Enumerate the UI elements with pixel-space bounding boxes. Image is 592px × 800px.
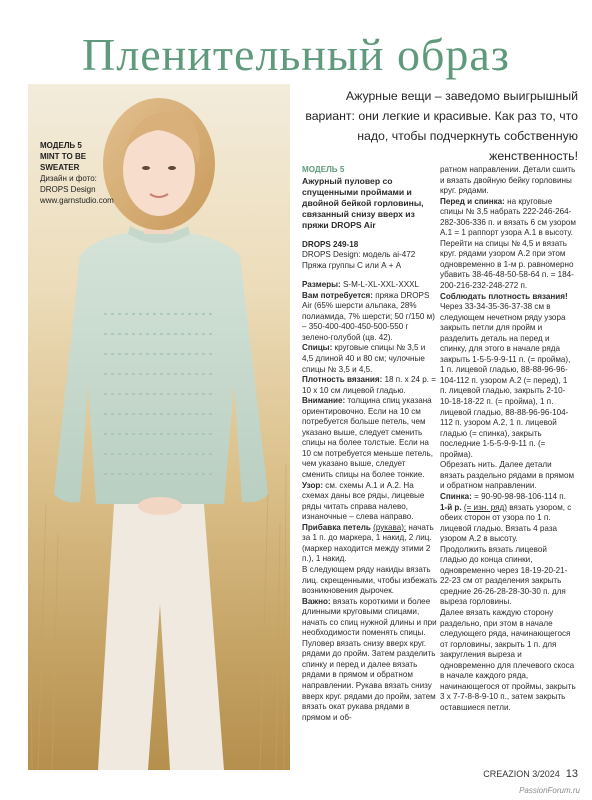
pattern-label: Узор: — [302, 480, 324, 490]
watermark: PassionForum.ru — [519, 786, 580, 795]
yarn-value: пряжа DROPS Air (65% шерсти альпака, 28% полиамида, 7% шерсти; 50 г/150 м) – 350-400-400-450-500-550 г зелено-голубой (цв. 42). — [302, 290, 435, 342]
credit-website: www.garnstudio.com — [40, 196, 114, 205]
needles-paragraph — [302, 343, 438, 375]
construction-paragraph: Пуловер вязать снизу вверх круг. рядами до пройм. Затем разделить спинку и перед и далее вязать рядами в прямом и обратном направлении. Рукава вязать снизу вверх круг. рядами до пройм, затем вязать окат рукава рядами в прямом и об- — [302, 638, 436, 722]
continuation-paragraph: ратном направлении. Детали сшить и вязать двойную бейку горловины круг. рядами. — [440, 165, 576, 196]
pattern-code: DROPS 249-18 — [302, 239, 359, 249]
front-back-label: Перед и спинка: — [440, 196, 505, 206]
gauge-paragraph — [302, 375, 438, 396]
page-number: 13 — [565, 768, 578, 780]
back-value: = 90-90-98-98-106-114 п. — [474, 491, 566, 501]
magazine-issue: CREAZION 3/2024 — [483, 769, 560, 779]
back-paragraph — [440, 492, 576, 503]
shoulder-paragraph: Далее вязать каждую сторону раздельно, при этом в начале следующего ряда, начинающегося от горловины, закрыть 1 п. для закругления выреза и одновременно для плечевого скоса в начале каждого ряда, начинающегося от проймы, закрыть 3 х 7-7-8-8-9-10 п., затем закрыть оставшиеся петли. — [440, 607, 576, 712]
armhole-paragraph: Через 33-34-35-36-37-38 см в следующем нечетном ряду узора закрыть петли для пройм и разделить деталь на перед и спинку, для этого в начале ряда закрыть 1-5-5-9-9-11 п. (= пройма), 1 п. лицевой гладью, 88-88-96-96-104-112 п. узором А.2 (= перед), 1 п. лицевой гладью, закрыть 2-10-10-18-18-22 п. (= пройма), 1 п. лицевой гладью, 88-88-96-96-104-112 п. узором А.2, 1 п. лицевой гладью (= спинка), закрыть последние 1-5-5-9-9-11 п. (= пройма). — [440, 302, 571, 459]
credit-model-number: МОДЕЛЬ 5 — [40, 141, 82, 150]
increase-note: В следующем ряду накиды вязать лиц. скрещенными, чтобы избежать возникновения дырочек. — [302, 564, 438, 596]
increase-value: начать за 1 п. до маркера, 1 накид, 2 лиц. (маркер находится между этими 2 п.), 1 накид. — [302, 522, 434, 564]
pattern-paragraph — [302, 481, 438, 523]
front-back-paragraph — [440, 197, 576, 292]
separate-paragraph: Обрезать нить. Далее детали вязать раздельно рядами в прямом и обратном направлении. — [440, 460, 575, 491]
row1-label: 1-й р. — [440, 502, 462, 512]
attention-value: толщина спиц указана ориентировочно. Если на 10 см потребуется больше петель, чем указано выше, следует сменить спицы на более толстые. Если на 10 см потребуется меньше петель, чем указано выше, следует сменить спицы на более тонкие. — [302, 396, 434, 480]
front-back-value: на круговые спицы № 3,5 набрать 222-246-264-282-306-336 п. и вязать 6 см узором А.1 = 1 раппорт узора А.1 в высоту. Перейти на спицы № 4,5 и вязать круг. рядами узором А.2 при этом одновременно в 1-м р. равномерно убавить 38-46-48-50-58-64 п. = 184-200-216-232-248-272 п. — [440, 196, 576, 291]
credit-design-label: Дизайн и фото: — [40, 174, 97, 183]
yarn-paragraph — [302, 291, 438, 344]
model-heading: Ажурный пуловер со спущенными проймами и двойной бейкой горловины, связанный снизу вверх из пряжи DROPS Air — [302, 175, 424, 230]
sizes-paragraph — [302, 280, 438, 291]
credit-model-name-2: SWEATER — [40, 163, 80, 172]
important-paragraph — [302, 597, 438, 639]
sizes-label: Размеры: — [302, 280, 341, 290]
gauge-label: Плотность вязания: — [302, 375, 383, 385]
increase-label: Прибавка петель — [302, 522, 371, 532]
intro-text: Ажурные вещи – заведомо выигрышный вариант: они легкие и красивые. Как раз то, что надо, чтобы подчеркнуть собственную женственность! — [305, 89, 578, 163]
keep-gauge-note: Соблюдать плотность вязания! — [440, 291, 568, 301]
credit-model-name-1: MINT TO BE — [40, 152, 87, 161]
model-credit — [40, 140, 150, 206]
needles-value: круговые спицы № 3,5 и 4,5 длиной 40 и 80 см; чулочные спицы № 3,5 и 4,5. — [302, 343, 426, 374]
text-column-2 — [440, 165, 576, 780]
needles-label: Спицы: — [302, 343, 333, 353]
increase-paragraph — [302, 523, 438, 565]
credit-designer: DROPS Design — [40, 185, 96, 194]
attention-paragraph — [302, 396, 438, 480]
text-column-1 — [302, 165, 438, 780]
important-value: вязать короткими и более длинными круговыми спицами, начать со спиц нужной длины и при необходимости поменять спицы. — [302, 596, 437, 638]
page-title: Пленительный образ — [82, 29, 510, 80]
row1-value: вязать узором, с обеих сторон от узора по 1 п. лицевой гладью. Вязать 4 раза узором А.2 в высоту. — [440, 502, 572, 544]
pattern-code-desc: DROPS Design: модель ai-472 Пряжа группы С или А + А — [302, 250, 416, 270]
increase-sub: (рукава): — [373, 522, 407, 532]
neckline-paragraph: Продолжить вязать лицевой гладью до конца спинки, одновременно через 18-19-20-21-22-23 см от разделения закрыть средние 26-26-28-28-30-30 п. для выреза горловины. — [440, 544, 568, 607]
attention-label: Внимание: — [302, 396, 346, 406]
sizes-value: S-M-L-XL-XXL-XXXL — [343, 280, 420, 290]
gauge-value: 18 п. х 24 р. = 10 х 10 см лицевой гладью. — [302, 375, 436, 395]
page-footer — [483, 768, 578, 780]
model-number: МОДЕЛЬ 5 — [302, 165, 345, 174]
back-label: Спинка: — [440, 491, 472, 501]
important-label: Важно: — [302, 596, 331, 606]
yarn-label: Вам потребуется: — [302, 290, 373, 300]
row1-sub: (= изн. ряд) — [463, 502, 507, 512]
row1-paragraph — [440, 503, 576, 545]
pattern-value: см. схемы А.1 и А.2. На схемах даны все ряды, лицевые ряды читать справа налево, изнаночные – слева направо. — [302, 480, 425, 522]
